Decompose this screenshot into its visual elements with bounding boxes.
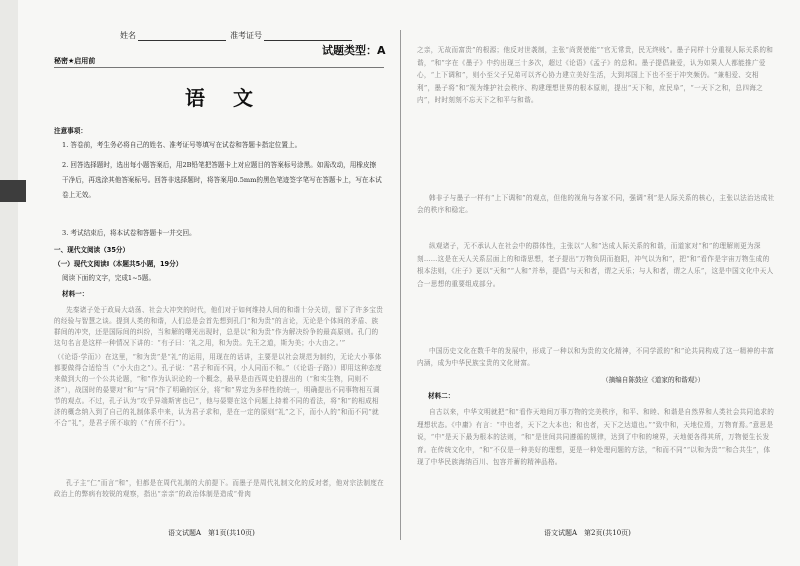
note-2: 2. 回答选择题时，选出每小题答案后，用2B铅笔把答题卡上对应题目的答案标号涂黑。如需改动，用橡皮擦干净后，再选涂其他答案标号。回答非选择题时，将答案用0.5mm的黑色笔迹签字笔写在答题卡上，写在本试卷上无效。 [62,161,382,199]
note-1: 1. 答卷前，考生务必将自己的姓名、准考证号等填写在试卷和答题卡指定位置上。 [62,141,302,149]
material-2-para-1: 自古以来，中华文明就把“和”看作天地间万事万物的完美秩序，和平、和睦、和谐是自然界和人类社会共同追求的理想状态。《中庸》有言：“中也者，天下之大本也；和也者，天下之达道也。”“致中和，天地位焉，万物育焉。”意思是说，“中”是天下最为根本的法则，“和”是世间共同遵循的规律，达到了中和的境界，天地便各得其所，万物便生长发育。在传统文化中，“和”不仅是一种美好的理想，更是一种处理问题的方法，“和而不同”“以和为贵”“和合共生”，体现了中华民族海纳百川、包容并蓄的精神品格。 [417,408,775,466]
secret-label: 秘密★启用前 [54,57,96,65]
column-divider [400,30,401,540]
material-1-para-1: 先秦诸子处于政局大动荡、社会大冲突的时代，他们对于如何维持人间的和谐十分关切，留下了许多宝贵的经验与智慧之谈。提到人类的和谐，人们总是会首先想到孔门“和为贵”的言论，无论是个体间的矛盾、族群间的冲突，还是国际间的纠纷，当和解的曙光出现时，总是以“和为贵”作为解决纷争的最高原则。孔门的这句名言是这样一种情况下讲的：“有子曰：‘礼之用，和为贵。先王之道，斯为美；小大由之。’” [54,306,384,347]
instructions: 阅读下面的文字，完成1~5题。 [62,274,156,282]
right-para-3: 纵观诸子，无不承认人在社会中的群体性，主张以“人和”达成人际关系的和谐，而道家对“和”的理解则更为深刻……这是在天人关系层面上的和谐思想，老子提出“万物负阴而抱阳，冲气以为和”，把“和”看作是宇宙万物生成的根本法则，《庄子》更以“天和”“人和”并举，提倡“与天和者，谓之天乐；与人和者，谓之人乐”，这是中国文化中天人合一思想的重要组成部分。 [417,242,774,288]
name-label: 姓名 [120,31,136,40]
subject-title: 语文 [185,86,281,110]
notes-title: 注意事项： [54,127,87,135]
binding-tab [0,180,26,202]
id-field [230,30,352,41]
material-1-para-2: （《论语·学而》）在这里，“和为贵”是“礼”的运用，用现在的话讲，主要是以社会规范为制约，无论大小事体都要做得合适恰当（“小大由之”）。孔子说：“君子和而不同，小人同而不和。”（《论语·子路》）即用这种态度来做到大的一个公共论题，“和”作为认识论的一个概念，最早是由西周史伯提出的（“和实生物，同则不济”），战国时的晏婴对“和”与“同”作了明确的区分，将“和”界定为多样性的统一，明确提出不同事物相互调节的观点。不过，孔子认为“攻乎异端斯害也已”，他与晏婴在这个问题上持着不同的看法，将“和”的相成相济的概念纳入到了自己的礼制体系中来，认为君子求和，是在一定的原则“礼”之下，而小人的“和而不同”就不合“礼”，是君子所不取的（“有所不行”）。 [54,353,382,427]
source-citation: （摘编自陈鼓应《道家的和谐观》） [602,376,705,384]
name-field [120,30,226,41]
material-2-label: 材料二： [428,392,455,400]
header-rule [54,67,384,68]
section-1-title: 一、现代文阅读（35分） [54,246,130,254]
material-1-para-3: 孔子主“仁”而言“和”，但都是在周代礼制的大前提下。而墨子是周代礼制文化的反对者，他对宗法制度在政治上的弊病有较锐的观察，指出“亲亲”的政治体制是造成“骨肉 [54,479,384,498]
right-para-2: 韩非子与墨子一样有“上下调和”的观点，但他的视角与各家不同，强调“利”是人际关系的核心，主张以法治达成社会的秩序和稳定。 [417,194,775,214]
right-para-1: 之亲，无故而富贵”的根源；他反对世袭制，主张“尚贤使能”“官无常贵，民无终贱”。墨子同样十分重视人际关系的和谐，“和”字在《墨子》中约出现三十多次，超过《论语》《孟子》的总和。墨子提倡兼爱，认为如果人人都能推广爱心，“上下调和”，则小至父子兄弟可以齐心协力建立美好生活，大到邦国上下也不至于冲突频仍。“兼相爱、交相利”，墨子将“和”视为维护社会秩序、构建理想世界的根本原则，提出“天下和，庶民阜”，“一天下之和，总四海之内”，时时刻刻不忘天下之和平与和谐。 [417,46,774,104]
right-para-4: 中国历史文化在数千年的发展中，形成了一种以和为贵的文化精神，不同学派的“和”论共同构成了这一精神的丰富内涵，成为中华民族宝贵的文化财富。 [417,347,775,367]
id-blank [264,33,352,41]
exam-type: 试题类型：A [322,44,386,57]
material-1-label: 材料一： [62,290,89,298]
section-1a-title: （一）现代文阅读Ⅰ（本题共5小题，19分） [54,260,183,268]
binding-gutter [0,0,18,566]
footer-right: 语文试题A 第2页(共10页) [544,529,631,537]
footer-left: 语文试题A 第1页(共10页) [168,529,255,537]
name-blank [138,33,226,41]
note-3: 3. 考试结束后，将本试卷和答题卡一并交回。 [62,229,196,237]
id-label: 准考证号 [230,31,262,40]
